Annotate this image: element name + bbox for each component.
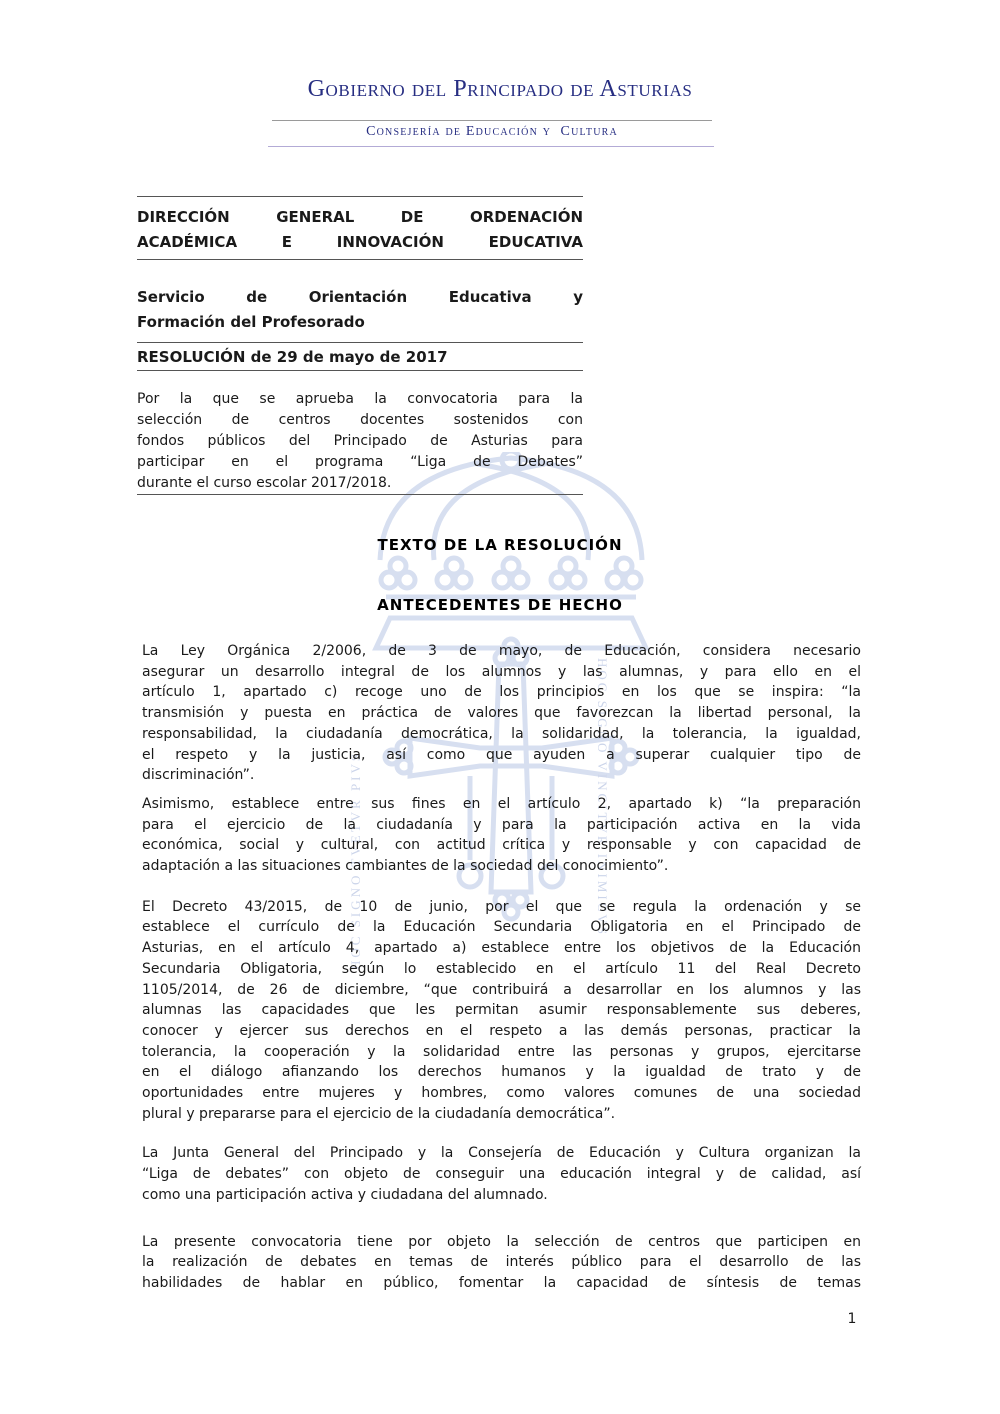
header-divider-bottom bbox=[268, 146, 714, 147]
resolution-date-heading: RESOLUCIÓN de 29 de mayo de 2017 bbox=[137, 348, 448, 366]
directorate-heading bbox=[137, 197, 583, 259]
page-number: 1 bbox=[847, 1311, 857, 1327]
text-line: Asturias, en el artículo 4, apartado a) establece entre los objetivos de la Educación bbox=[142, 940, 861, 957]
service-heading bbox=[137, 285, 583, 334]
divider bbox=[137, 259, 583, 260]
text-line: responsabilidad, la ciudadanía democrática, la solidaridad, la tolerancia, la igualdad, bbox=[142, 725, 861, 742]
text-line: 1105/2014, de 26 de diciembre, “que contribuirá a desarrollar en los alumnos y las bbox=[142, 981, 861, 998]
text-line: Por la que se aprueba la convocatoria para la bbox=[137, 391, 583, 407]
watermark-motto-right: HOC SIGNO VINCITVR INIMICVS bbox=[595, 658, 610, 938]
text-line: tolerancia, la cooperación y la solidaridad entre las personas y grupos, ejercitarse bbox=[142, 1043, 861, 1060]
paragraph bbox=[142, 641, 861, 786]
document-body bbox=[142, 641, 861, 1294]
text-line: Servicio de Orientación Educativa y bbox=[137, 288, 583, 306]
text-line: en el diálogo afianzando los derechos humanos y la igualdad de trato y de bbox=[142, 1064, 861, 1081]
text-line: La presente convocatoria tiene por objeto la selección de centros que participen en bbox=[142, 1233, 861, 1250]
text-line: DIRECCIÓN GENERAL DE ORDENACIÓN bbox=[137, 208, 583, 226]
text-line: la realización de debates en temas de interés público para el desarrollo de las bbox=[142, 1254, 861, 1271]
text-line: selección de centros docentes sostenidos con bbox=[137, 412, 583, 428]
text-line: para el ejercicio de la ciudadanía y para la participación activa en la vida bbox=[142, 816, 861, 833]
text-line: transmisión y puesta en práctica de valores que favorezcan la libertad personal, la bbox=[142, 705, 861, 722]
paragraph bbox=[142, 1232, 861, 1294]
text-line: habilidades de hablar en público, fomentar la capacidad de síntesis de temas bbox=[142, 1274, 861, 1291]
text-line: ACADÉMICA E INNOVACIÓN EDUCATIVA bbox=[137, 232, 583, 251]
resolution-summary bbox=[137, 389, 583, 494]
text-line: participar en el programa “Liga de Debates” bbox=[137, 454, 583, 470]
text-line: oportunidades entre mujeres y hombres, como valores comunes de una sociedad bbox=[142, 1085, 861, 1102]
section-title-antecedentes: ANTECEDENTES DE HECHO bbox=[377, 596, 623, 614]
text-line: “Liga de debates” con objeto de conseguir una educación integral y de calidad, así bbox=[142, 1166, 861, 1183]
text-line: asegurar un desarrollo integral de los alumnos y las alumnas, y para ello en el bbox=[142, 663, 861, 680]
government-title: Gobierno del Principado de Asturias bbox=[307, 76, 693, 102]
text-line: conocer y ejercer sus derechos en el respeto a las demás personas, practicar la bbox=[142, 1022, 861, 1039]
title-block bbox=[137, 196, 583, 495]
watermark-motto-left: HOC SIGNO TVETVR PIVS bbox=[348, 750, 363, 970]
paragraph bbox=[142, 1143, 861, 1205]
text-line: El Decreto 43/2015, de 10 de junio, por el que se regula la ordenación y se bbox=[142, 898, 861, 915]
department-title: Consejería de Educación y Cultura bbox=[366, 124, 618, 139]
paragraph bbox=[142, 794, 861, 877]
text-line: La Junta General del Principado y la Consejería de Educación y Cultura organizan la bbox=[142, 1145, 861, 1162]
text-line: el respeto y la justicia, así como que ayuden a superar cualquier tipo de bbox=[142, 746, 861, 763]
text-line: Formación del Profesorado bbox=[137, 312, 365, 331]
text-line: fondos públicos del Principado de Asturias para bbox=[137, 433, 583, 449]
header-divider-top bbox=[272, 120, 712, 121]
text-line: como una participación activa y ciudadana del alumnado. bbox=[142, 1186, 548, 1203]
text-line: plural y prepararse para el ejercicio de la ciudadanía democrática”. bbox=[142, 1105, 616, 1122]
text-line: adaptación a las situaciones cambiantes de la sociedad del conocimiento”. bbox=[142, 858, 669, 875]
text-line: Secundaria Obligatoria, según lo establecido en el artículo 11 del Real Decreto bbox=[142, 960, 861, 977]
section-title-texto: TEXTO DE LA RESOLUCIÓN bbox=[377, 536, 623, 554]
text-line: artículo 1, apartado c) recoge uno de los principios en los que se inspira: “la bbox=[142, 684, 861, 701]
text-line: establece el currículo de la Educación Secundaria Obligatoria en el Principado de bbox=[142, 919, 861, 936]
text-line: económica, social y cultural, con actitud crítica y responsable y con capacidad de bbox=[142, 837, 861, 854]
text-line: alumnas las capacidades que les permitan asumir responsablemente sus deberes, bbox=[142, 1002, 861, 1019]
divider bbox=[137, 494, 583, 495]
text-line: Asimismo, establece entre sus fines en el artículo 2, apartado k) “la preparación bbox=[142, 795, 861, 812]
divider bbox=[137, 370, 583, 371]
text-line: La Ley Orgánica 2/2006, de 3 de mayo, de Educación, considera necesario bbox=[142, 643, 861, 659]
text-line: discriminación”. bbox=[142, 767, 255, 784]
text-line: durante el curso escolar 2017/2018. bbox=[137, 475, 392, 491]
paragraph bbox=[142, 897, 861, 1125]
